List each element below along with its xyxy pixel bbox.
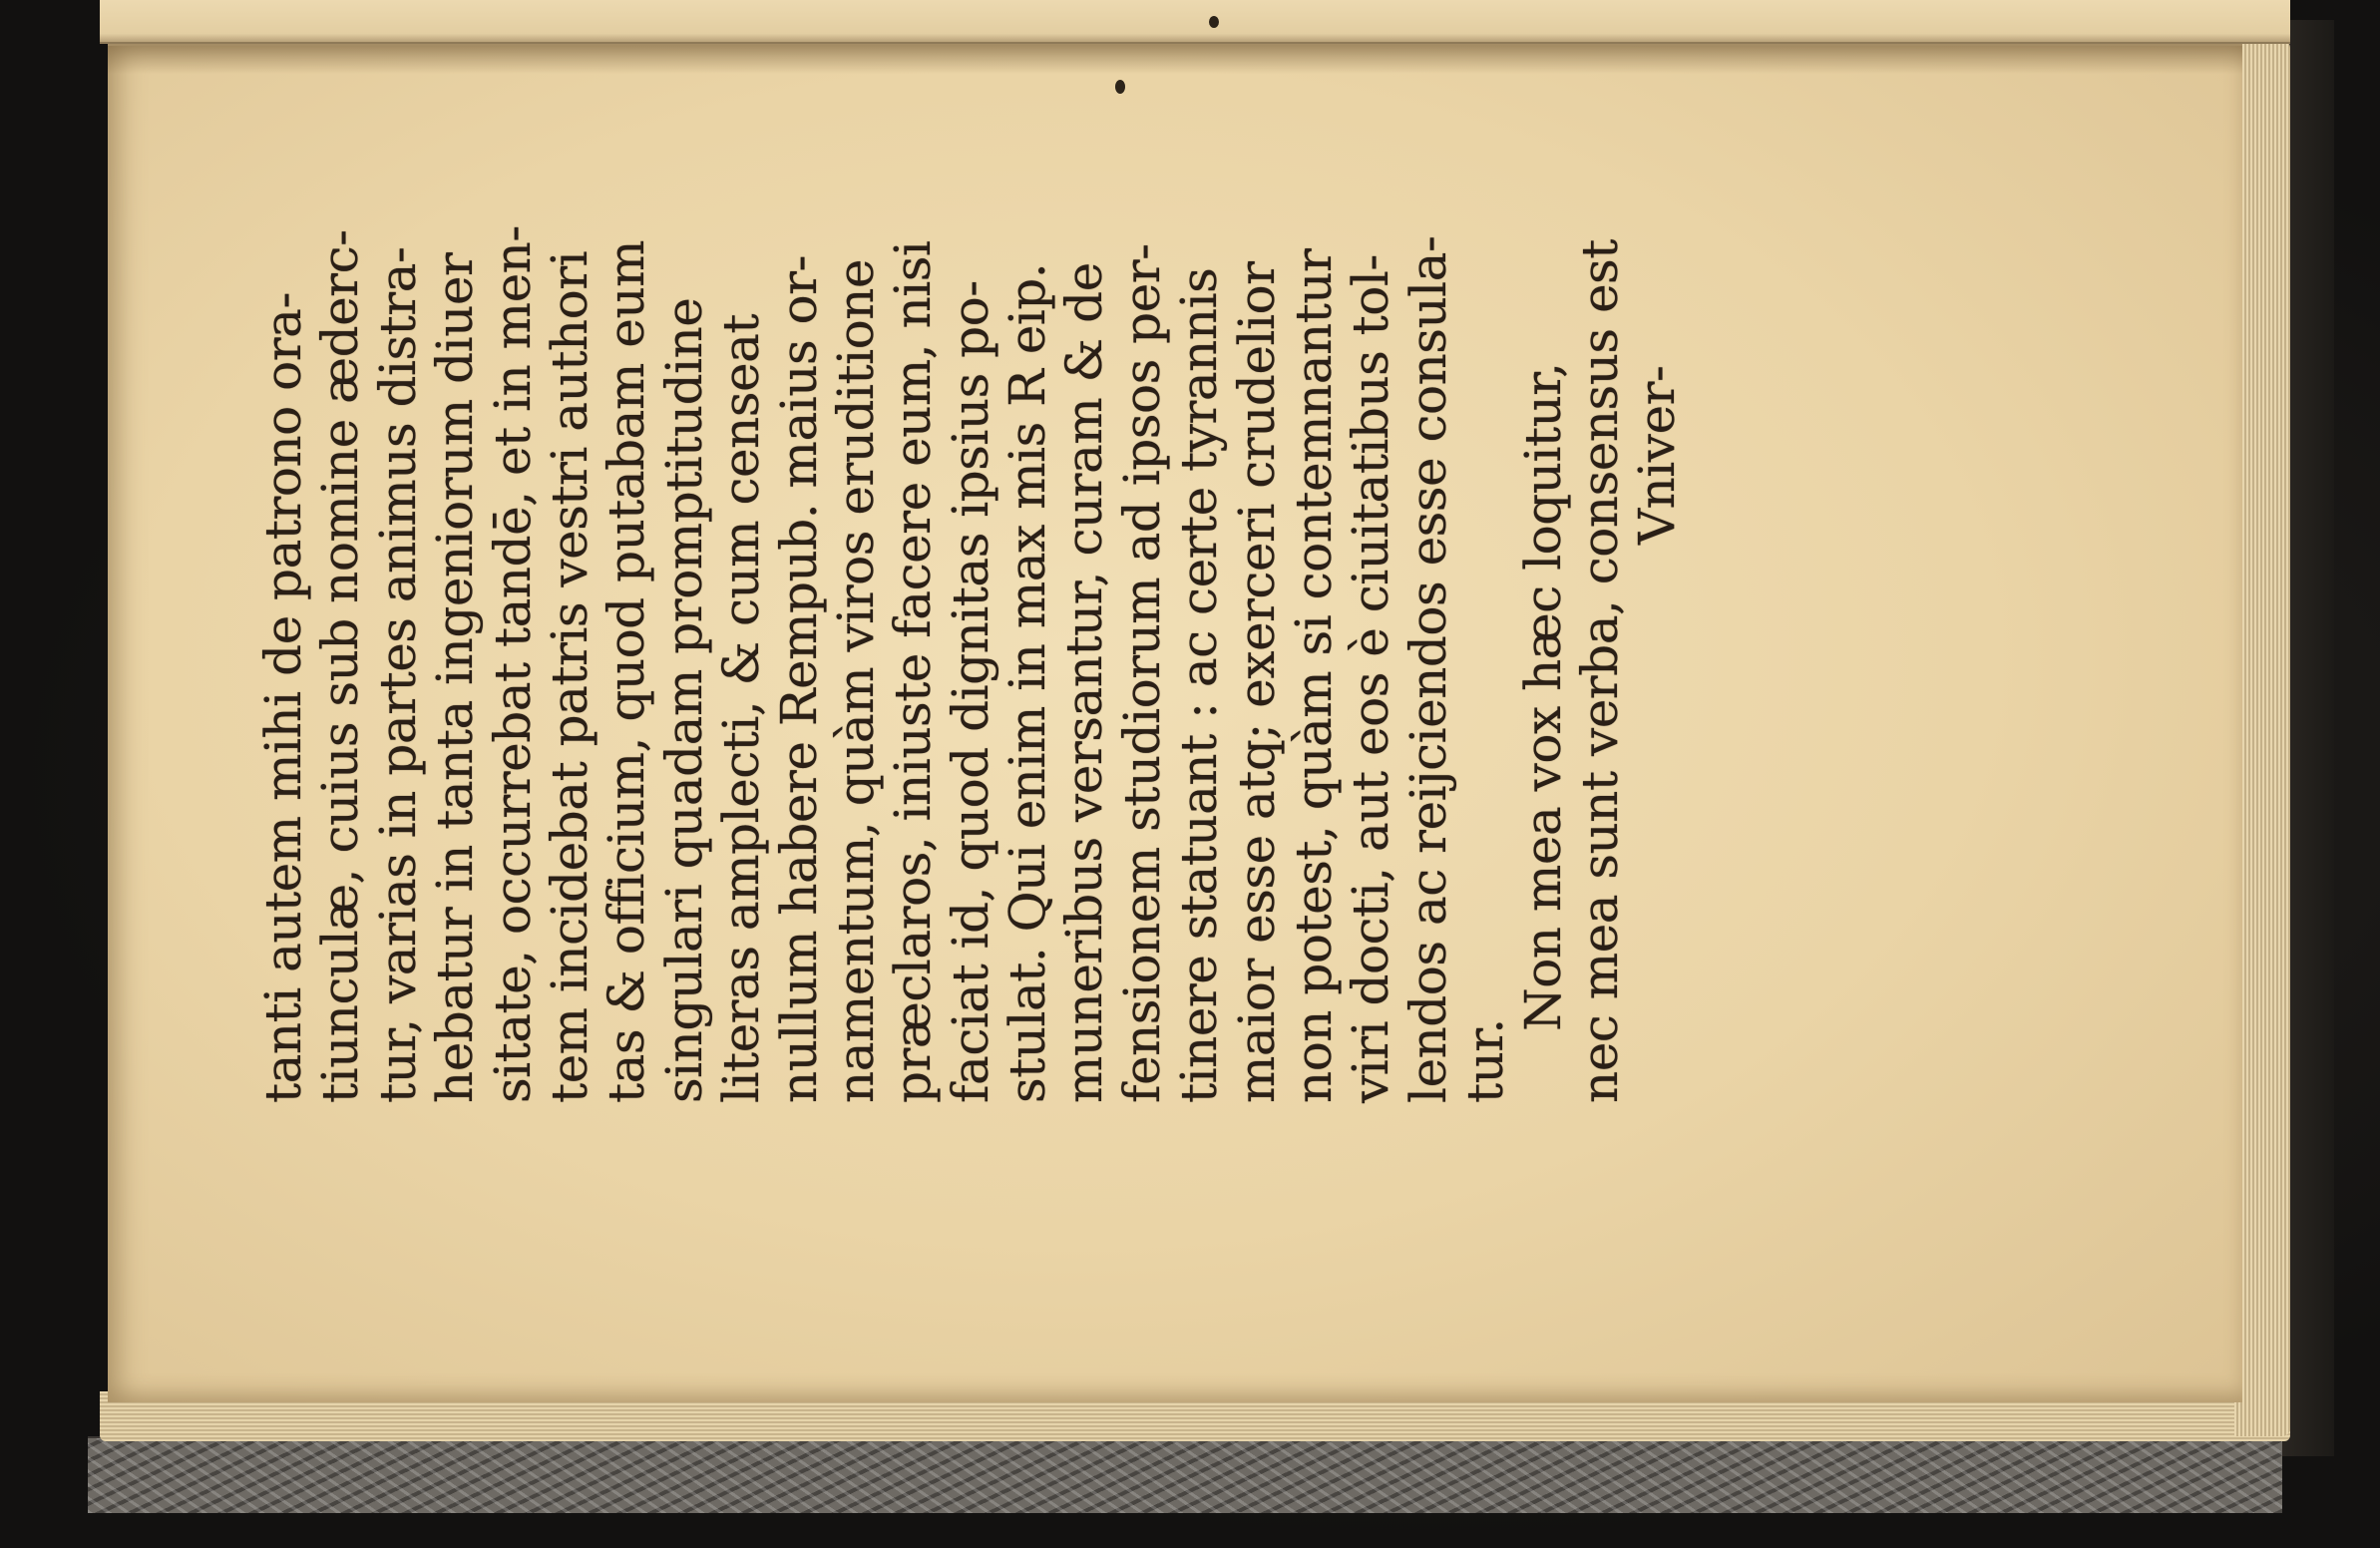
text-line: namentum, quàm viros eruditione <box>826 259 885 1103</box>
text-line: non potest, quàm si contemnantur <box>1285 248 1344 1103</box>
text-line: fensionem studiorum ad ipsos per- <box>1112 243 1171 1103</box>
page-stack-right <box>2234 40 2290 1436</box>
text-line: tur, varias in partes animus distra- <box>368 246 427 1103</box>
text-line: nec mea sunt verba, consensus est <box>1570 239 1629 1103</box>
catchword: Vniver- <box>1628 365 1687 545</box>
text-line: tas & officium, quod putabam eum <box>597 239 656 1103</box>
text-line: tem incidebat patris vestri authori <box>540 250 598 1103</box>
text-line: tur. <box>1456 1018 1515 1103</box>
text-line: lendos ac reijciendos esse consula- <box>1398 235 1457 1103</box>
text-line: maior esse atq; exerceri crudelior <box>1227 261 1286 1103</box>
stain-mark <box>1115 80 1125 94</box>
book-page <box>108 44 2242 1402</box>
text-line: nullum habere Rempub. maius or- <box>769 255 828 1103</box>
text-line: singulari quadam promptitudine <box>654 297 713 1103</box>
text-line: tanti autem mihi de patrono ora- <box>254 292 312 1103</box>
text-line: hebatur in tanta ingeniorum diuer <box>426 252 485 1103</box>
marbled-board <box>88 1436 2282 1513</box>
quote-line: Non mea vox hæc loquitur, <box>1513 362 1572 1031</box>
page-text-block <box>255 205 1687 1103</box>
text-line: tinere statuant : ac certe tyrannis <box>1170 267 1229 1103</box>
text-line: stulat. Qui enim in max mis R eip. <box>998 262 1057 1103</box>
text-line: faciat id, quod dignitas ipsius po- <box>941 280 999 1103</box>
stain-mark <box>1209 16 1219 28</box>
facing-page-edge <box>100 0 2290 44</box>
text-line: muneribus versantur, curam & de <box>1055 262 1114 1103</box>
text-line: præclaros, iniuste facere eum, nisi <box>884 240 943 1103</box>
gutter-shadow <box>108 46 2242 74</box>
text-line: sitate, occurrebat tandē, et in men- <box>483 225 542 1103</box>
text-line: viri docti, aut eos è ciuitatibus tol- <box>1342 254 1400 1103</box>
text-line: literas amplecti, & cum censeat <box>712 314 771 1103</box>
text-line: tiunculæ, cuius sub nomine æderc- <box>311 229 370 1103</box>
